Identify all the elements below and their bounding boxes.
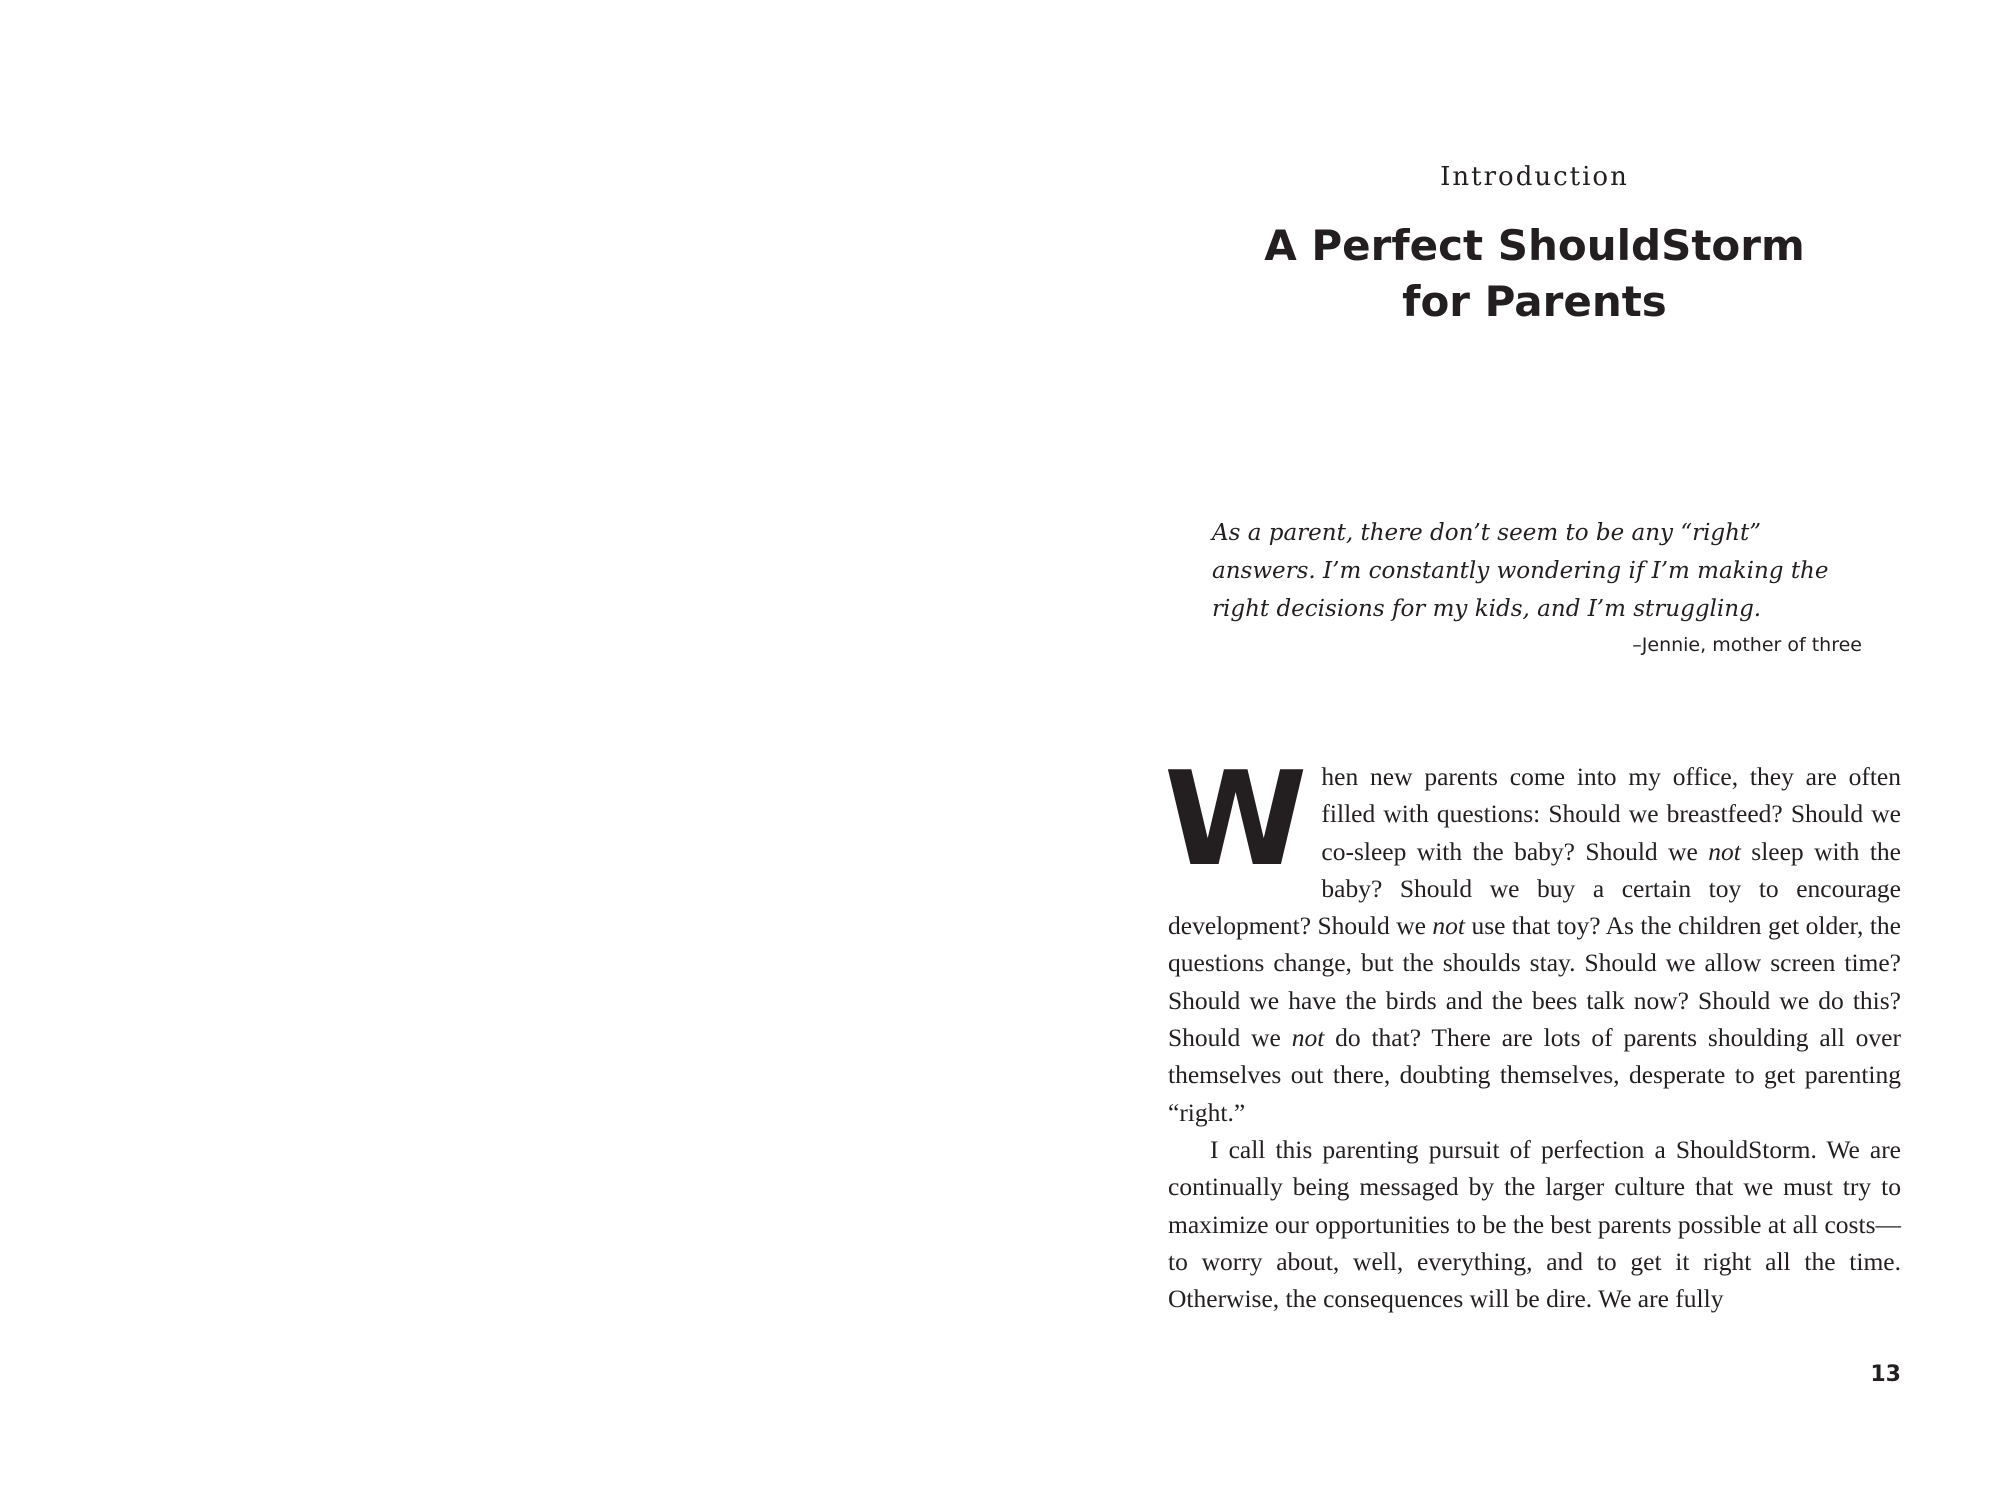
chapter-title-line-1: A Perfect ShouldStorm — [1264, 221, 1805, 270]
epigraph — [1212, 514, 1862, 656]
chapter-label: Introduction — [1440, 162, 1629, 192]
paragraph-1-text-a: hen new parents come into my office, they are often filled with questions: Should we breastfeed? Should we co-sleep with the baby? Should we — [1321, 762, 1901, 866]
emphasis-not-3: not — [1291, 1023, 1325, 1053]
paragraph-1-text-d: do that? There are lots of parents shoulding all over themselves out there, doubting themselves, desperate to get parenting “right.” — [1168, 1023, 1901, 1127]
paragraph-1-text-b: sleep with the baby? Should we buy a certain toy to encourage development? Should we — [1168, 836, 1902, 941]
page-number: 13 — [1870, 1362, 1901, 1387]
paragraph-2: I call this parenting pursuit of perfection a ShouldStorm. We are continually being messaged by the larger culture that we must try to maximize our opportunities to be the best parents possible at all costs—to worry about, well, everything, and to get it right all the time. Otherwise, the consequences will be dire. We are fully — [1168, 1134, 1901, 1314]
paragraph-1 — [1164, 743, 1902, 1131]
chapter-title-line-2: for Parents — [1402, 277, 1667, 326]
epigraph-attribution: –Jennie, mother of three — [1632, 634, 1862, 656]
emphasis-not-2: not — [1432, 911, 1466, 941]
epigraph-quote: As a parent, there don’t seem to be any “right” answers. I’m constantly wondering if I’m making the right decisions for my kids, and I’m struggling. — [1212, 520, 1829, 622]
drop-cap: W — [1164, 743, 1308, 895]
body-text — [1164, 743, 1902, 1317]
emphasis-not-1: not — [1708, 836, 1741, 866]
chapter-title — [1168, 218, 1901, 330]
paragraph-1-text-c: use that toy? As the children get older, the questions change, but the shoulds stay. Should we allow screen time? Should we have the birds and the bees talk now? Should we do this? Should we — [1168, 911, 1901, 1053]
